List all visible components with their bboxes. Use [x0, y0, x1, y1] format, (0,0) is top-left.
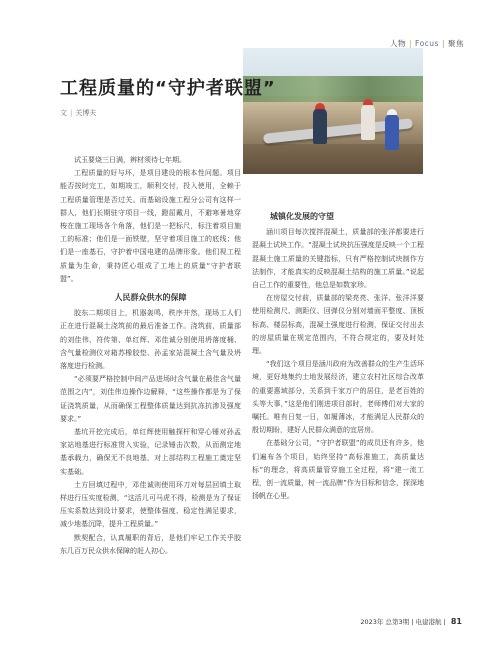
paragraph: 试玉要烧三日满，辨材须待七年期。	[74, 156, 186, 164]
section-tag: 聚焦	[448, 39, 464, 48]
paragraph: 胶东二期项目上，机器轰鸣，秩序井然，现场工人们正在进行混凝土浇筑前的最后准备工作。浇筑前，质量部的刘佳伟、符传第、单红辉、邓佳诚分别使用坍落度桶、含气量检测仪对箱苏橡胶垫、孙孟家站混凝土含气量及坍落度进行检测。	[60, 309, 241, 371]
section-header: 人物 | Focus | 聚焦	[390, 39, 464, 48]
paragraph: 涵川项目每次搅拌混凝土，质量部的张洋都要进行混凝土试块工作。“混凝土试块抗压强度是反映一个工程混凝土施工质量的关键指标，只有严格控制试块制作方法制作，才能真实的反映混凝土结构的施工质量。”说起自己工作的重要性，他总是如数家珍。	[252, 228, 424, 290]
page-number: 81	[450, 617, 462, 626]
paragraph: “我们这个项目是涵川政府为改善群众的生产生活环境，更好地集约土地发展经济，建立农村社区综合改革的重要惠域部分，关系到千家万户的居住，是老百姓的头等大事，”这是他们刚进项目部时，老师傅们对大家的嘱托。唯有日复一日，如履薄冰，才能满足人民群众的殷切期盼，建好人民群众满意的宜居房。	[252, 360, 424, 435]
issue-info: 2023年 总第3期	[360, 618, 410, 626]
paragraph: 土方回填过程中，邓佳诚则使用环刀对每层回填土取样进行压实度检测，“这活儿可马虎不得，检测是为了保证压实系数达到设计要求，使整体强度、稳定性满足要求，减少地基沉降，提升工程质量。”	[60, 480, 241, 529]
paragraph: 工程质量的好与坏，是项目建设的根本性问题。项目能否按时完工，如期竣工，顺利交付，投入使用，全赖于工程质量管理是否过关。而基础设施工程分公司有这样一群人，他们长期驻守项目一线，蹬屈戴月，不避寒暑地穿梭在施工现场各个角落，他们是一把标尺，标注着项目施工的标准；他们是一面铁壁，坚守着项目施工的底线；他们是一座基石，守护着中国电建的品牌形象。他们视工程质量为生命，秉持匠心组成了工地上的质量“守护者联盟”。	[60, 169, 241, 283]
page-footer: 2023年 总第3期 | 电建港航 | 81	[360, 617, 462, 626]
publication-name: 电建港航	[415, 618, 442, 626]
section-heading: 人民群众供水的保障	[114, 293, 187, 303]
section-en: Focus	[415, 39, 439, 48]
paragraph: 默契配合，认真履职的背后，是他们牢记工作关乎胶东几百万民众供水保障的赶人初心。	[60, 533, 241, 555]
byline: 文 | 关博夫	[60, 109, 97, 117]
author-name: 关博夫	[75, 109, 97, 117]
paragraph: 基坑开挖完成后，单红辉使用触探杆和穿心锤对孙孟家站地基进行标准贯入实验，记录锤击次数，从而测定地基承载力，确保无不良地基，对上部结构工程施工奠定坚实基础。	[60, 428, 241, 476]
byline-label: 文	[60, 109, 67, 117]
article-column-1	[60, 154, 241, 558]
article-title: 工程质量的“守护者联盟”	[60, 78, 276, 99]
paragraph: “必须要严格控制中间产品进场时含气量在最佳含气量范围之内”，刘佳伟边操作边解释，“这些操作都是为了保证浇筑质量，从而确保工程整体质量达到抗冻抗渗及强度要求。”	[60, 375, 241, 423]
paragraph: 在房屋交付前，质量部的梁亮亮、张洋、张洋洋要使用检测尺、测距仪、回弹仪分别对墙面平整度、顶板标高、楼层标高，混凝土强度进行检测，保证交付出去的房屋质量在规定范围内，不符合规定的，要及时处理。	[252, 294, 424, 356]
article-photo	[243, 48, 423, 174]
section-heading: 城镇化发展的守望	[270, 212, 334, 221]
article-column-2	[252, 210, 424, 503]
paragraph: 在基础分公司，“守护者联盟”的成员还有许多，他们遍布各个项目，始终坚持“高标准施工，高质量达标”的理念，将高质量管穿施工全过程，将“建一流工程，创一流质量，树一流品牌”作为目标和信念，探深地扬帆在心里。	[252, 439, 424, 501]
section-cn: 人物	[390, 39, 407, 48]
